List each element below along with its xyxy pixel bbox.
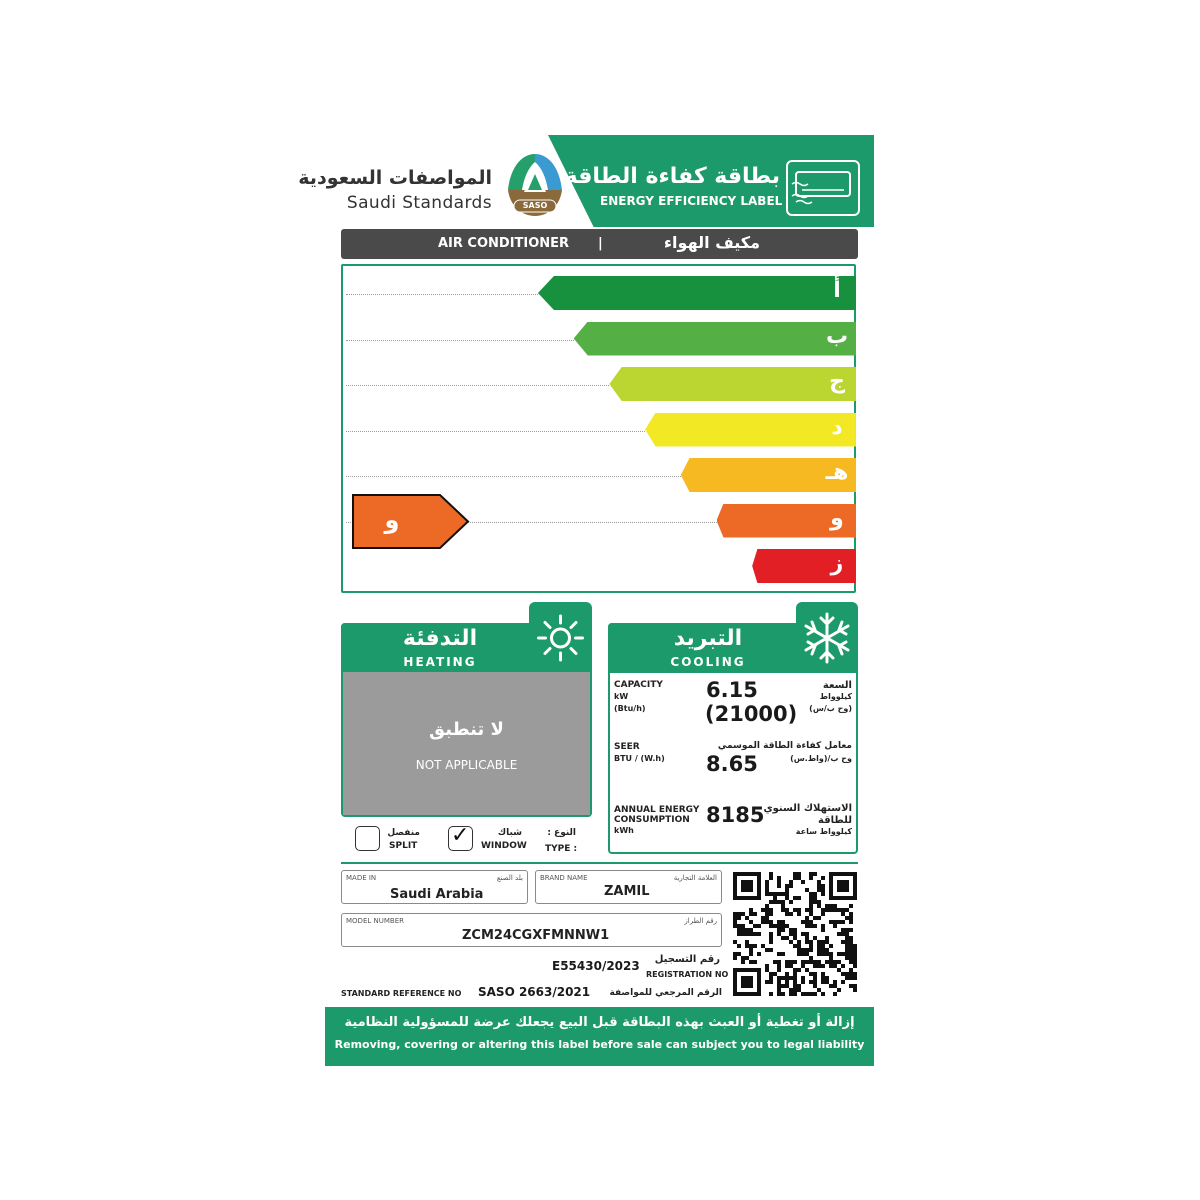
annual-label-ar-1: الاستهلاك السنوي [763,803,852,814]
air-conditioner-icon [786,160,860,216]
std-ref-label-en: STANDARD REFERENCE NO [341,989,462,998]
capacity-value-kw: 6.15 [706,678,758,702]
std-ref-label-ar: الرقم المرجعي للمواصفة [609,988,722,998]
sun-icon [529,602,592,673]
capacity-value-btu: (21000) [705,702,798,726]
window-label-en: WINDOW [481,841,527,851]
label-title-en: ENERGY EFFICIENCY LABEL [600,194,783,208]
annual-label-en-1: ANNUAL ENERGY [614,805,700,815]
capacity-label-en: CAPACITY [614,680,663,690]
org-name-ar: المواصفات السعودية [298,167,492,189]
heating-na-ar: لا تنطبق [429,719,504,740]
seer-label-ar: معامل كفاءة الطاقة الموسمي [717,741,852,751]
product-name-ar: مكيف الهواء [663,233,760,252]
seer-value: 8.65 [706,752,758,776]
scale-guide-line [346,294,538,295]
std-ref-value: SASO 2663/2021 [478,985,591,999]
capacity-unit-btu: (Btu/h) [614,704,646,713]
type-label-ar: النوع : [547,828,576,838]
rating-indicator [352,494,470,549]
registration-value: E55430/2023 [552,959,640,973]
model-value: ZCM24CGXFMNNW1 [462,928,610,943]
scale-class-letter: أ [833,278,841,303]
label-title-ar: بطاقة كفاءة الطاقة [564,164,780,189]
qr-code[interactable] [733,872,857,996]
seer-unit-en: BTU / (W.h) [614,754,665,763]
capacity-unit-kw: kW [614,692,629,701]
footer-warning-ar: إزالة أو تغطية أو العبث بهذه البطاقة قبل البيع يجعلك عرضة للمسؤولية النظامية [344,1015,855,1030]
heating-icon-tab [529,602,592,673]
cooling-title-en: COOLING [670,655,746,669]
annual-value: 8185 [706,803,765,827]
made-in-label-en: MADE IN [346,874,377,882]
made-in-box [341,870,528,904]
scale-class-arrow [609,367,856,401]
rating-letter: و [384,506,400,534]
capacity-label-ar: السعة [822,680,852,691]
scale-class-arrow [574,322,856,356]
brand-value: ZAMIL [604,884,650,899]
window-checkbox[interactable] [448,823,473,851]
type-label-en: TYPE : [545,844,578,854]
model-label-ar: رقم الطراز [684,917,717,925]
registration-label-ar: رقم التسجيل [654,954,720,965]
seer-label-en: SEER [614,742,640,752]
scale-class-letter: ب [825,323,849,349]
heating-na-area [343,672,590,815]
org-name-en: Saudi Standards [346,193,492,213]
brand-box [535,870,722,904]
product-name-en: AIR CONDITIONER [438,236,570,251]
scale-guide-line [346,385,609,386]
saso-logo-text: SASO [522,201,548,210]
registration-label-en: REGISTRATION NO [646,970,729,979]
model-box [341,913,722,947]
check-mark-icon: ✓ [451,823,470,848]
split-label-ar: منفصل [387,828,420,838]
scale-guide-line [346,431,645,432]
annual-label-en-2: CONSUMPTION [614,815,690,825]
heating-title-ar: التدفئة [402,626,478,651]
made-in-label-ar: بلد الصنع [496,874,523,882]
scale-class-letter: هـ [825,460,849,485]
split-checkbox[interactable] [355,826,380,851]
brand-label-en: BRAND NAME [540,874,588,882]
scale-class-letter: و [830,505,844,531]
scale-guide-line [346,476,681,477]
footer-warning-en: Removing, covering or altering this label before sale can subject you to legal liability [334,1038,865,1051]
annual-unit-ar: كيلوواط ساعة [795,827,852,836]
seer-unit-ar: وح ب/(واط.س) [790,754,852,763]
window-label-ar: شباك [497,828,522,838]
model-label-en: MODEL NUMBER [346,917,404,925]
cooling-icon-tab [796,602,858,673]
scale-class-letter: ج [829,369,845,394]
scale-class-letter: د [831,414,843,440]
product-separator: | [598,236,603,251]
heating-title-en: HEATING [403,655,477,669]
annual-unit-en: kWh [614,826,634,835]
heating-na-en: NOT APPLICABLE [415,758,518,772]
made-in-value: Saudi Arabia [390,887,484,902]
capacity-unit1-ar: كيلوواط [819,692,852,701]
scale-guide-line [346,340,574,341]
brand-label-ar: العلامة التجارية [673,874,717,882]
scale-class-letter: ز [830,551,844,576]
scale-class-arrow [538,276,856,310]
divider [341,862,858,864]
snowflake-icon [796,602,858,673]
cooling-title-ar: التبريد [673,626,743,651]
capacity-unit2-ar: (وح ب/س) [809,704,852,713]
annual-label-ar-2: للطاقة [818,815,852,826]
saso-logo [500,150,570,220]
split-label-en: SPLIT [389,841,418,851]
